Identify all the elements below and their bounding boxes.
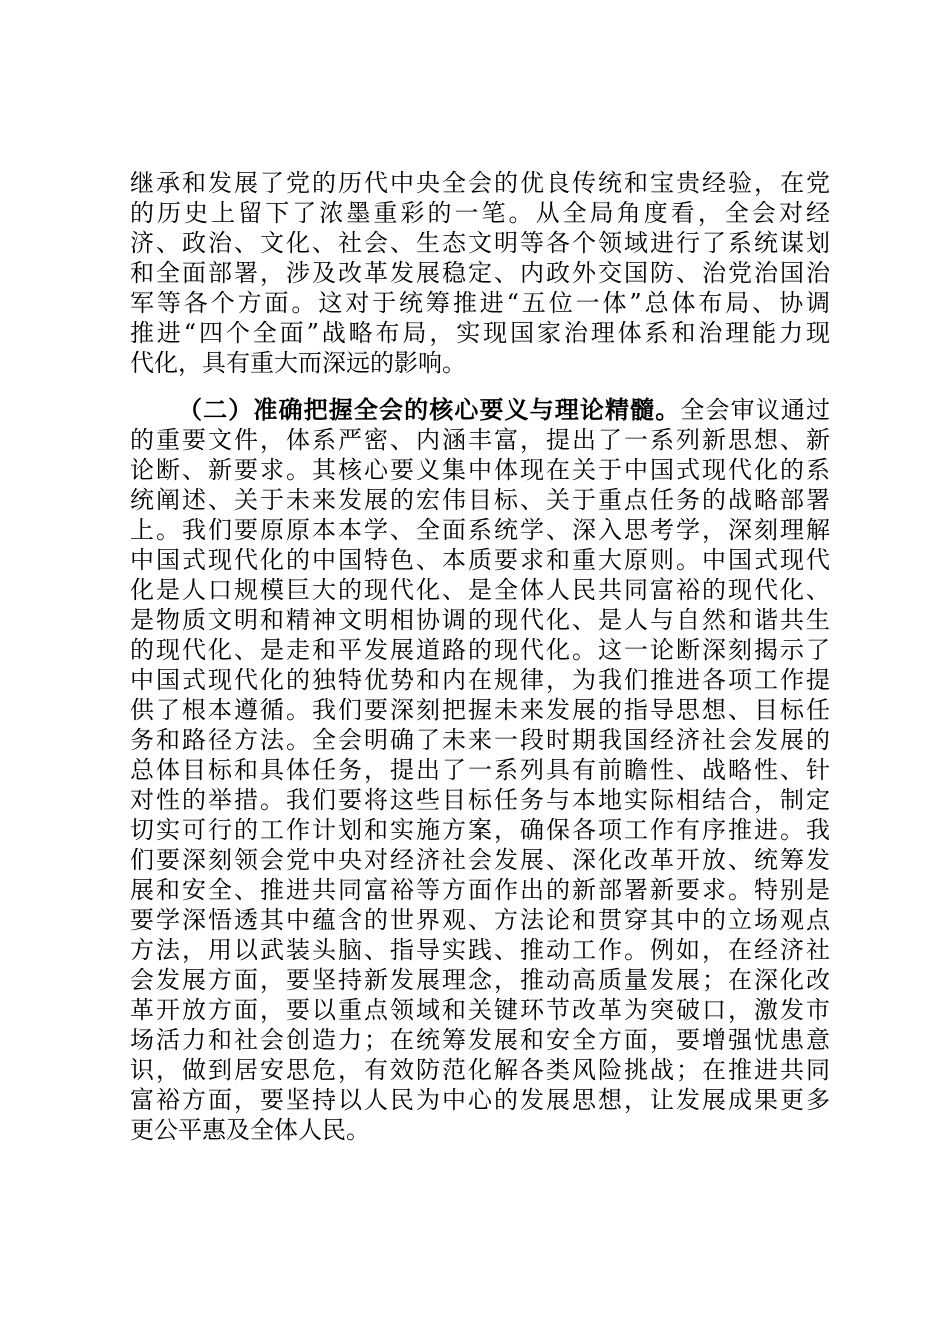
paragraph-line: 是物质文明和精神文明相协调的现代化、是人与自然和谐共生 <box>130 606 830 634</box>
paragraph-line: 富裕方面，要坚持以人民为中心的发展思想，让发展成果更多 <box>130 1086 830 1114</box>
paragraph-line: 们要深刻领会党中央对经济社会发展、深化改革开放、统筹发 <box>130 846 830 874</box>
paragraph-line: 中国式现代化的独特优势和内在规律，为我们推进各项工作提 <box>130 666 830 694</box>
paragraph-line: 革开放方面，要以重点领域和关键环节改革为突破口，激发市 <box>130 996 830 1024</box>
paragraph-line: 场活力和社会创造力；在统筹发展和安全方面，要增强忧患意 <box>130 1026 830 1054</box>
section-heading: （二）准确把握全会的核心要义与理论精髓。 <box>178 395 681 424</box>
paragraph-line: 中国式现代化的中国特色、本质要求和重大原则。中国式现代 <box>130 546 830 574</box>
paragraph-line: 供了根本遵循。我们要深刻把握未来发展的指导思想、目标任 <box>130 696 830 724</box>
paragraph-line: 论断、新要求。其核心要义集中体现在关于中国式现代化的系 <box>130 456 830 484</box>
paragraph-continuation <box>130 168 830 378</box>
paragraph-line: 总体目标和具体任务，提出了一系列具有前瞻性、战略性、针 <box>130 756 830 784</box>
paragraph-line: 识，做到居安思危，有效防范化解各类风险挑战；在推进共同 <box>130 1056 830 1084</box>
paragraph-line: 对性的举措。我们要将这些目标任务与本地实际相结合，制定 <box>130 786 830 814</box>
paragraph-line: 切实可行的工作计划和实施方案，确保各项工作有序推进。我 <box>130 816 830 844</box>
paragraph-line: 军等各个方面。这对于统筹推进“五位一体”总体布局、协调 <box>130 289 830 317</box>
paragraph-line: 推进“四个全面”战略布局，实现国家治理体系和治理能力现 <box>130 319 830 347</box>
paragraph-line: 的历史上留下了浓墨重彩的一笔。从全局角度看，全会对经 <box>130 199 830 227</box>
paragraph-line: 和全面部署，涉及改革发展稳定、内政外交国防、治党治国治 <box>130 259 830 287</box>
paragraph-first-line-text: 全会审议通过 <box>680 396 830 424</box>
paragraph-line: 的现代化、是走和平发展道路的现代化。这一论断深刻揭示了 <box>130 636 830 664</box>
paragraph-line: 济、政治、文化、社会、生态文明等各个领域进行了系统谋划 <box>130 229 830 257</box>
paragraph-line: 代化，具有重大而深远的影响。 <box>130 349 466 377</box>
paragraph-line: 展和安全、推进共同富裕等方面作出的新部署新要求。特别是 <box>130 876 830 904</box>
paragraph-line: 继承和发展了党的历代中央全会的优良传统和宝贵经验，在党 <box>130 169 830 197</box>
paragraph-line: 更公平惠及全体人民。 <box>130 1116 370 1144</box>
paragraph-line: 要学深悟透其中蕴含的世界观、方法论和贯穿其中的立场观点 <box>130 906 830 934</box>
paragraph-first-line <box>130 395 830 425</box>
paragraph-section-2 <box>130 395 830 1145</box>
paragraph-line: 方法，用以武装头脑、指导实践、推动工作。例如，在经济社 <box>130 936 830 964</box>
paragraph-line: 务和路径方法。全会明确了未来一段时期我国经济社会发展的 <box>130 726 830 754</box>
paragraph-line: 统阐述、关于未来发展的宏伟目标、关于重点任务的战略部署 <box>130 486 830 514</box>
paragraph-line: 化是人口规模巨大的现代化、是全体人民共同富裕的现代化、 <box>130 576 830 604</box>
paragraph-line: 的重要文件，体系严密、内涵丰富，提出了一系列新思想、新 <box>130 426 830 454</box>
paragraph-line: 会发展方面，要坚持新发展理念，推动高质量发展；在深化改 <box>130 966 830 994</box>
paragraph-line: 上。我们要原原本本学、全面系统学、深入思考学，深刻理解 <box>130 516 830 544</box>
